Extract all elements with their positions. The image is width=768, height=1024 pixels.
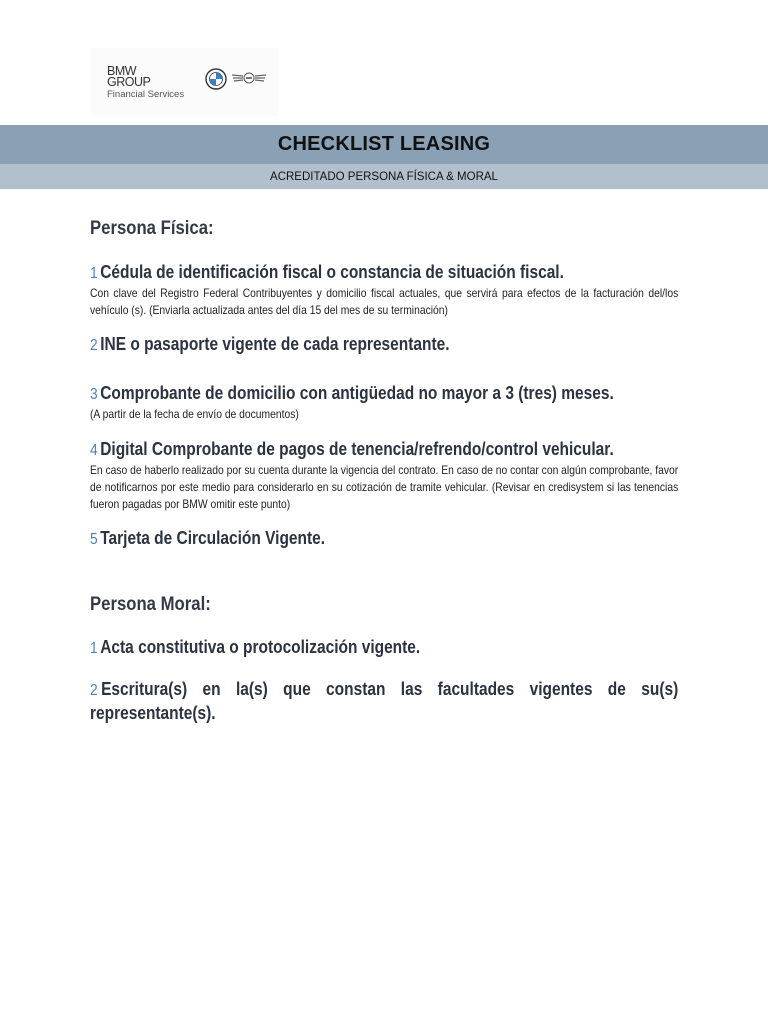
section-heading-moral: Persona Moral: [90,594,211,615]
mini-wings-icon [231,69,267,87]
item-text: Digital Comprobante de pagos de tenencia/refrendo/control vehicular. [100,439,614,459]
item-number: 2 [90,337,98,354]
item-title [90,527,596,551]
item-number: 1 [90,640,98,657]
logo-line-financial-services: Financial Services [107,89,185,100]
item-text: Cédula de identificación fiscal o constancia de situación fiscal. [100,262,564,282]
item-text: Comprobante de domicilio con antigüedad no mayor a 3 (tres) meses. [100,383,614,403]
item-title [90,678,678,725]
item-number: 3 [90,386,98,403]
list-item [90,438,678,513]
item-number: 4 [90,442,98,459]
item-text: Tarjeta de Circulación Vigente. [100,528,326,548]
list-item [90,382,678,423]
item-text: Acta constitutiva o protocolización vigente. [100,637,421,657]
section-heading-fisica: Persona Física: [90,218,214,239]
page-subtitle: ACREDITADO PERSONA FÍSICA & MORAL [270,170,498,183]
logo-line-bmw: BMW [107,64,137,78]
item-title [90,636,596,660]
item-note: (A partir de la fecha de envío de documentos) [90,407,299,421]
list-item [90,678,678,725]
logo-line-group: GROUP [107,75,151,89]
logo-wordmark [107,66,184,100]
item-title [90,333,596,357]
item-text: INE o pasaporte vigente de cada representante. [100,334,450,354]
company-logo [91,48,279,116]
page-title: CHECKLIST LEASING [277,133,491,155]
item-number: 5 [90,531,98,548]
item-title [90,438,614,462]
bmw-roundel-icon [205,68,227,90]
item-number: 1 [90,265,98,282]
list-item [90,636,678,660]
item-number: 2 [90,682,98,699]
item-note: Con clave del Registro Federal Contribuyentes y domicilio fiscal actuales, que servirá para efectos de la facturación del/los vehículo (s). (Enviarla actualizada antes del día 15 del mes de su terminación) [90,286,679,317]
subtitle-band [0,164,768,189]
item-note: En caso de haberlo realizado por su cuenta durante la vigencia del contrato. En caso de no contar con algún comprobante, favor de notificarnos por este medio para considerarlo en su cotización de tramite vehicular. (Revisar en credisystem si las tenencias fueron pagadas por BMW omitir este punto) [90,463,679,511]
item-title [90,382,614,406]
item-title [90,261,596,285]
list-item [90,527,678,551]
title-band [0,125,768,164]
list-item [90,333,678,357]
list-item [90,261,678,319]
item-text: Escritura(s) en la(s) que constan las facultades vigentes de su(s) representante(s). [90,679,679,723]
